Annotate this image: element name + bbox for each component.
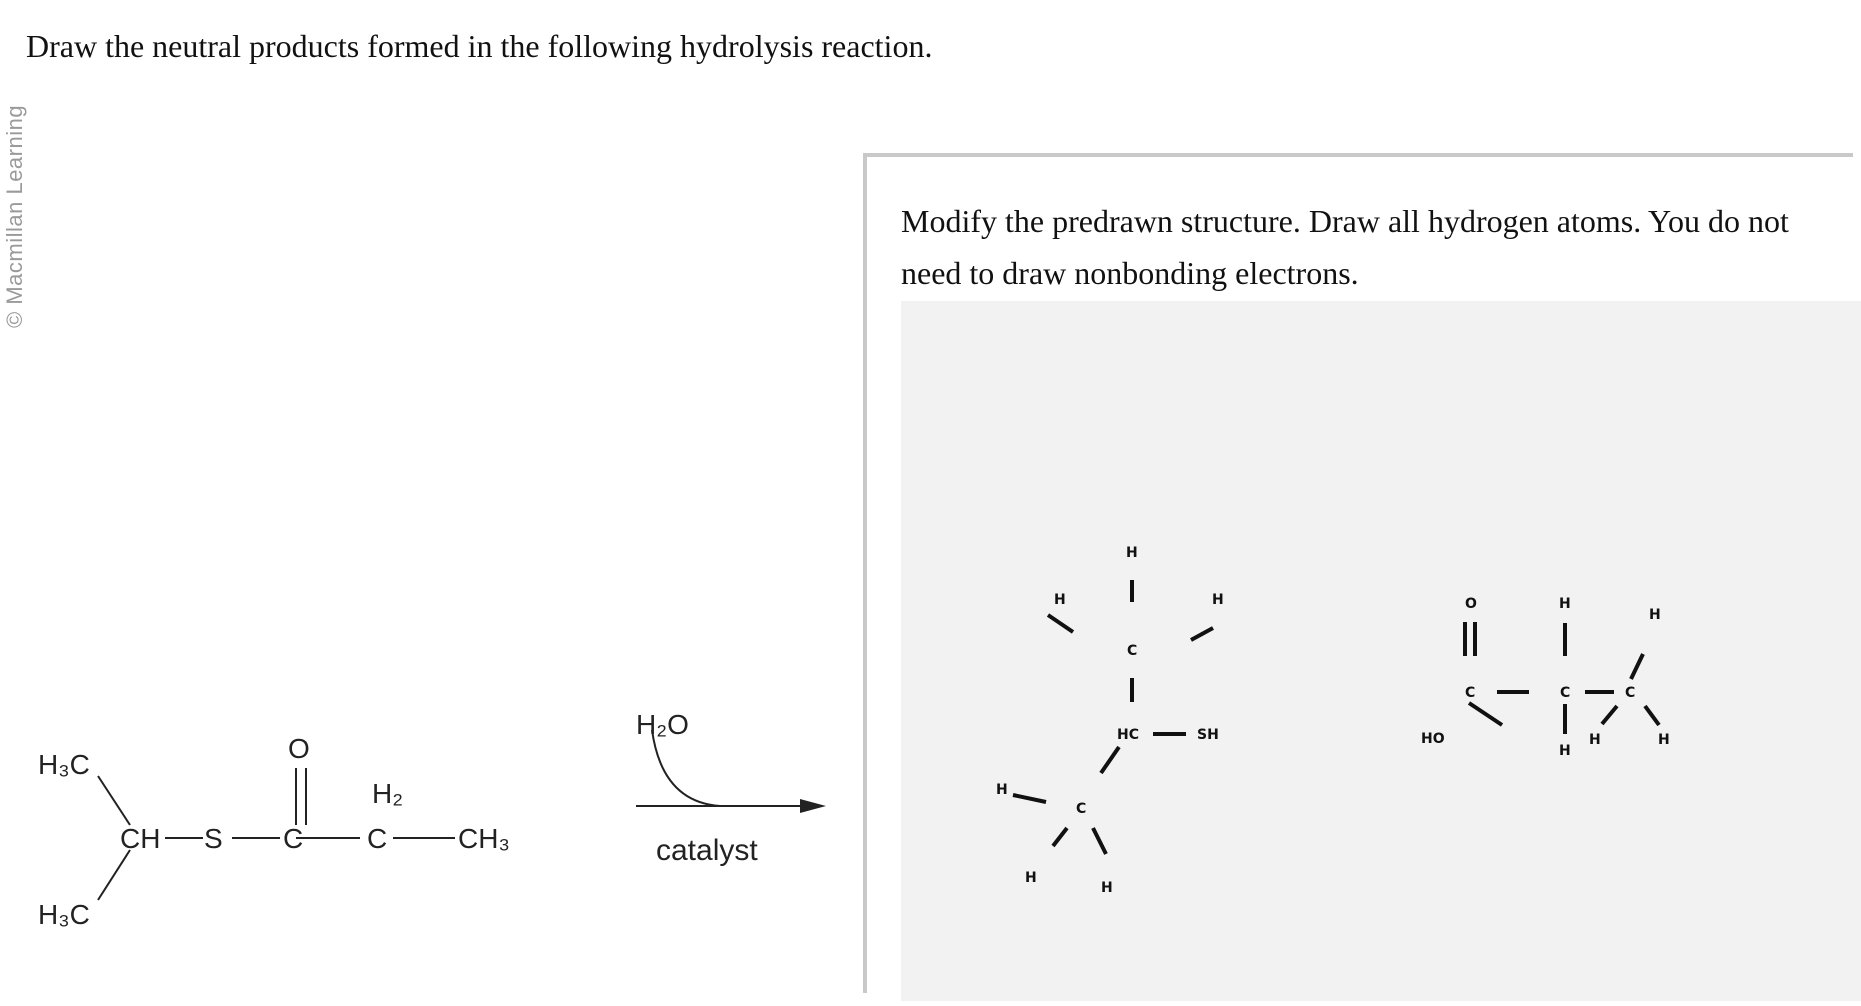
- acid-o: O: [1465, 596, 1477, 612]
- reactant-ch: CH: [120, 823, 161, 854]
- thiol-h-bottom-left: H: [1025, 870, 1037, 886]
- acid-h-bottom: H: [1559, 743, 1571, 759]
- reagent-water: H₂O: [636, 709, 689, 740]
- reactant-c-methylene: C: [367, 823, 388, 854]
- thiol-h-mid-left: H: [996, 782, 1008, 798]
- reactant-c-carbonyl: C: [283, 823, 304, 854]
- acid-h-top: H: [1559, 596, 1571, 612]
- reactant-h2: H₂: [372, 778, 404, 809]
- acid-c-methyl: C: [1625, 685, 1636, 701]
- thiol-molecule[interactable]: [996, 545, 1224, 896]
- copyright-watermark: [0, 50, 27, 330]
- drawing-svg[interactable]: [901, 301, 1861, 1001]
- acid-c-carbonyl: C: [1465, 685, 1476, 701]
- instructions-text: Modify the predrawn structure. Draw all hydrogen atoms. You do not need to draw nonbonding electrons.: [901, 203, 1789, 291]
- drawing-canvas[interactable]: [901, 301, 1861, 1001]
- reaction-arrow: [636, 730, 826, 813]
- reaction-scheme: [0, 700, 860, 976]
- thiol-c-top: C: [1127, 643, 1138, 659]
- reactant-h3c-top: H₃C: [38, 749, 90, 780]
- thiol-sh: SH: [1197, 727, 1219, 743]
- reactant-ch3: CH₃: [458, 823, 510, 854]
- thiol-h-left: H: [1054, 592, 1066, 608]
- acid-h-methyl-right: H: [1658, 732, 1670, 748]
- watermark-text: © Macmillan Learning: [2, 104, 27, 328]
- thiol-hc: HC: [1117, 727, 1139, 743]
- reactant-o: O: [288, 733, 310, 764]
- thiol-h-top: H: [1126, 545, 1138, 561]
- answer-panel: [863, 153, 1853, 993]
- acid-c-middle: C: [1560, 685, 1571, 701]
- thiol-h-right: H: [1212, 592, 1224, 608]
- acid-h-methyl-left: H: [1589, 732, 1601, 748]
- question-text: Draw the neutral products formed in the following hydrolysis reaction.: [26, 28, 933, 64]
- reactant-s: S: [204, 823, 223, 854]
- catalyst-label: catalyst: [656, 834, 758, 867]
- acid-ho: HO: [1421, 731, 1445, 747]
- acid-molecule[interactable]: [1421, 596, 1670, 759]
- thiol-c-bottom: C: [1076, 801, 1087, 817]
- acid-h-methyl-top: H: [1649, 607, 1661, 623]
- thiol-h-bottom-right: H: [1101, 880, 1113, 896]
- reactant-h3c-bottom: H₃C: [38, 899, 90, 930]
